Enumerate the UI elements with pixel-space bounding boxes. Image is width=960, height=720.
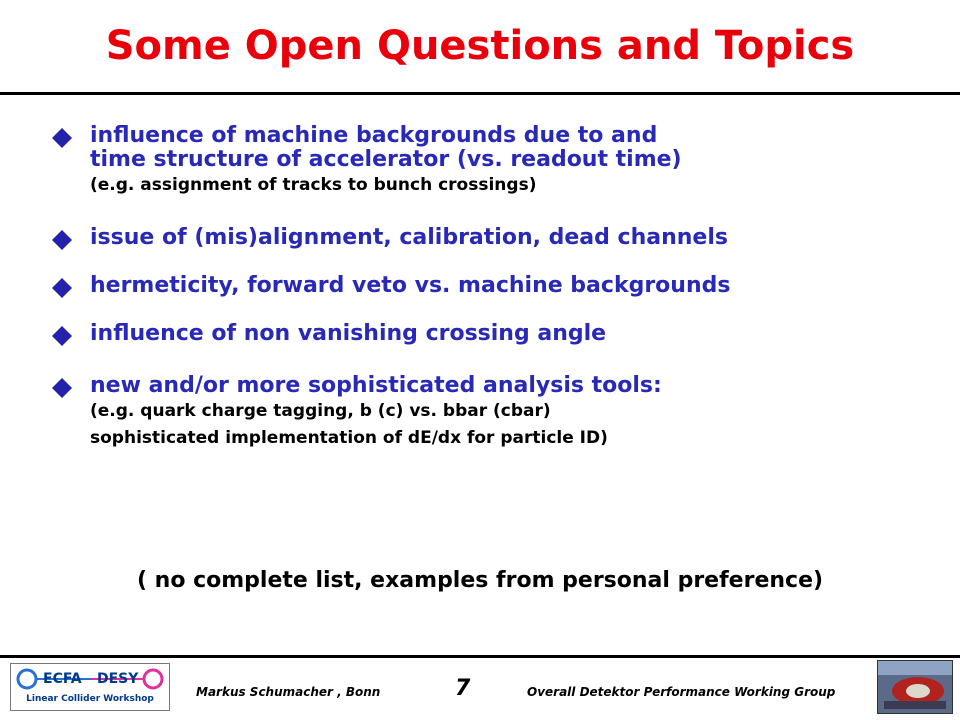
diamond-bullet-icon [52,128,72,148]
bullet-item [52,374,942,452]
footer-divider [0,655,960,658]
diamond-bullet-icon [52,326,72,346]
closing-note: ( no complete list, examples from personal preference) [136,568,824,593]
diamond-bullet-icon [52,230,72,250]
footer-author: Markus Schumacher , Bonn [196,685,381,699]
bullet-item [52,274,942,298]
bullet-item [52,226,942,250]
bullet-line: issue of (mis)alignment, calibration, dead channels [90,225,728,250]
bullet-item [52,322,942,346]
bullet-line: time structure of accelerator (vs. readout time) [90,147,682,172]
logo-desy-text: DESY [97,671,139,687]
diamond-bullet-icon [52,378,72,398]
bullet-subline: sophisticated implementation of dE/dx for particle ID) [90,428,608,448]
logo-ecfa-text: ECFA [43,671,82,687]
bullet-subline: (e.g. assignment of tracks to bunch crossings) [90,175,537,195]
bullet-item [52,124,942,199]
bullet-line: influence of machine backgrounds due to and [90,123,658,148]
detector-photo [877,660,953,714]
diamond-bullet-icon [52,278,72,298]
bullet-line: influence of non vanishing crossing angle [90,321,607,346]
footer-working-group: Overall Detektor Performance Working Group [527,685,836,699]
logo-workshop-text: Linear Collider Workshop [26,694,154,704]
bullet-line: new and/or more sophisticated analysis tools: [90,373,662,398]
title-divider [0,92,960,95]
ecfa-desy-logo [10,663,170,711]
bullet-line: hermeticity, forward veto vs. machine backgrounds [90,273,731,298]
bullet-subline: (e.g. quark charge tagging, b (c) vs. bbar (cbar) [90,401,551,421]
page-number: 7 [455,676,471,701]
slide-title: Some Open Questions and Topics [105,23,855,69]
